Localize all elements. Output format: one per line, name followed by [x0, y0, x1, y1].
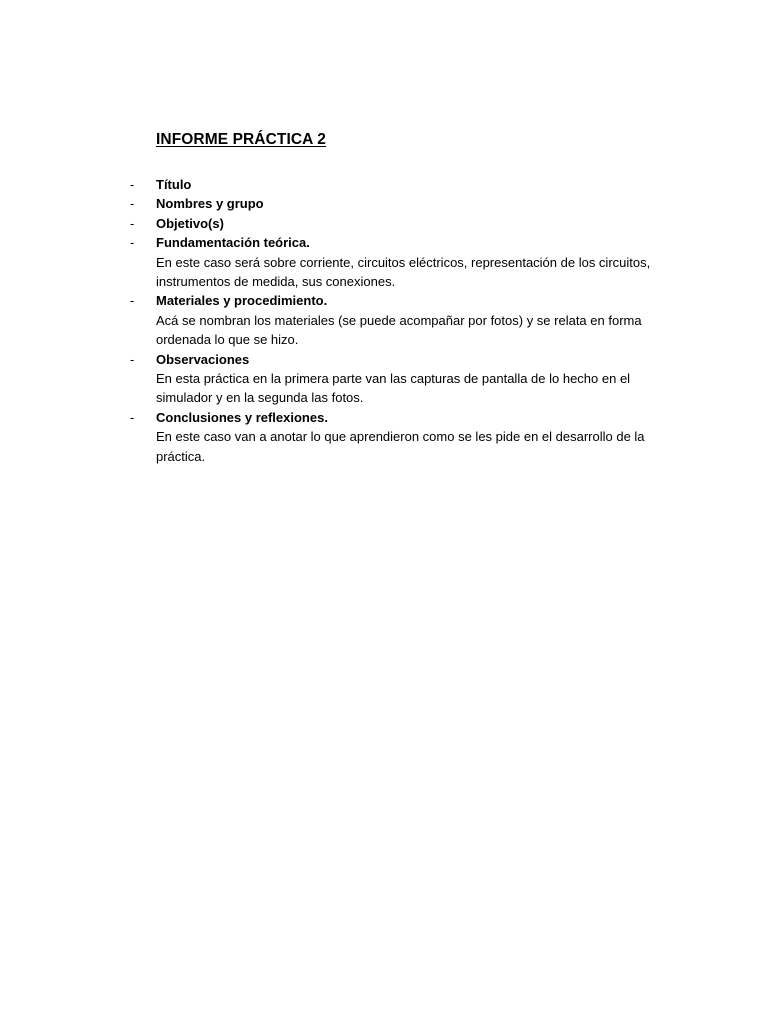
item-heading: Materiales y procedimiento. [156, 293, 328, 309]
list-item-objetivos [128, 214, 668, 233]
document-title: INFORME PRÁCTICA 2 [156, 131, 327, 148]
item-description: En esta práctica en la primera parte van las capturas de pantalla de lo hecho en el simulador y en la segunda las fotos. [156, 371, 631, 406]
bullet-dash: - [130, 235, 135, 251]
list-item-nombres [128, 194, 668, 213]
item-heading: Objetivo(s) [156, 215, 224, 231]
requirements-list [128, 175, 668, 466]
item-heading: Observaciones [156, 351, 250, 367]
item-description: En este caso será sobre corriente, circuitos eléctricos, representación de los circuitos, instrumentos de medida, sus conexiones. [156, 254, 651, 290]
bullet-dash: - [130, 293, 135, 309]
item-heading: Nombres y grupo [156, 196, 264, 212]
list-item-titulo [128, 175, 668, 194]
item-description: En este caso van a anotar lo que aprendieron como se les pide en el desarrollo de la práctica. [156, 429, 645, 464]
bullet-dash: - [130, 215, 135, 231]
list-item-fundamentacion [128, 233, 668, 291]
list-item-materiales [128, 291, 668, 349]
bullet-dash: - [130, 196, 135, 212]
item-heading: Conclusiones y reflexiones. [156, 409, 328, 425]
bullet-dash: - [130, 409, 135, 425]
bullet-dash: - [130, 177, 135, 192]
list-item-observaciones [128, 350, 668, 408]
item-description: Acá se nombran los materiales (se puede acompañar por fotos) y se relata en forma ordenada lo que se hizo. [156, 312, 642, 348]
list-item-conclusiones [128, 408, 668, 466]
item-heading: Fundamentación teórica. [156, 235, 310, 251]
item-heading: Título [156, 177, 192, 192]
bullet-dash: - [130, 351, 135, 367]
